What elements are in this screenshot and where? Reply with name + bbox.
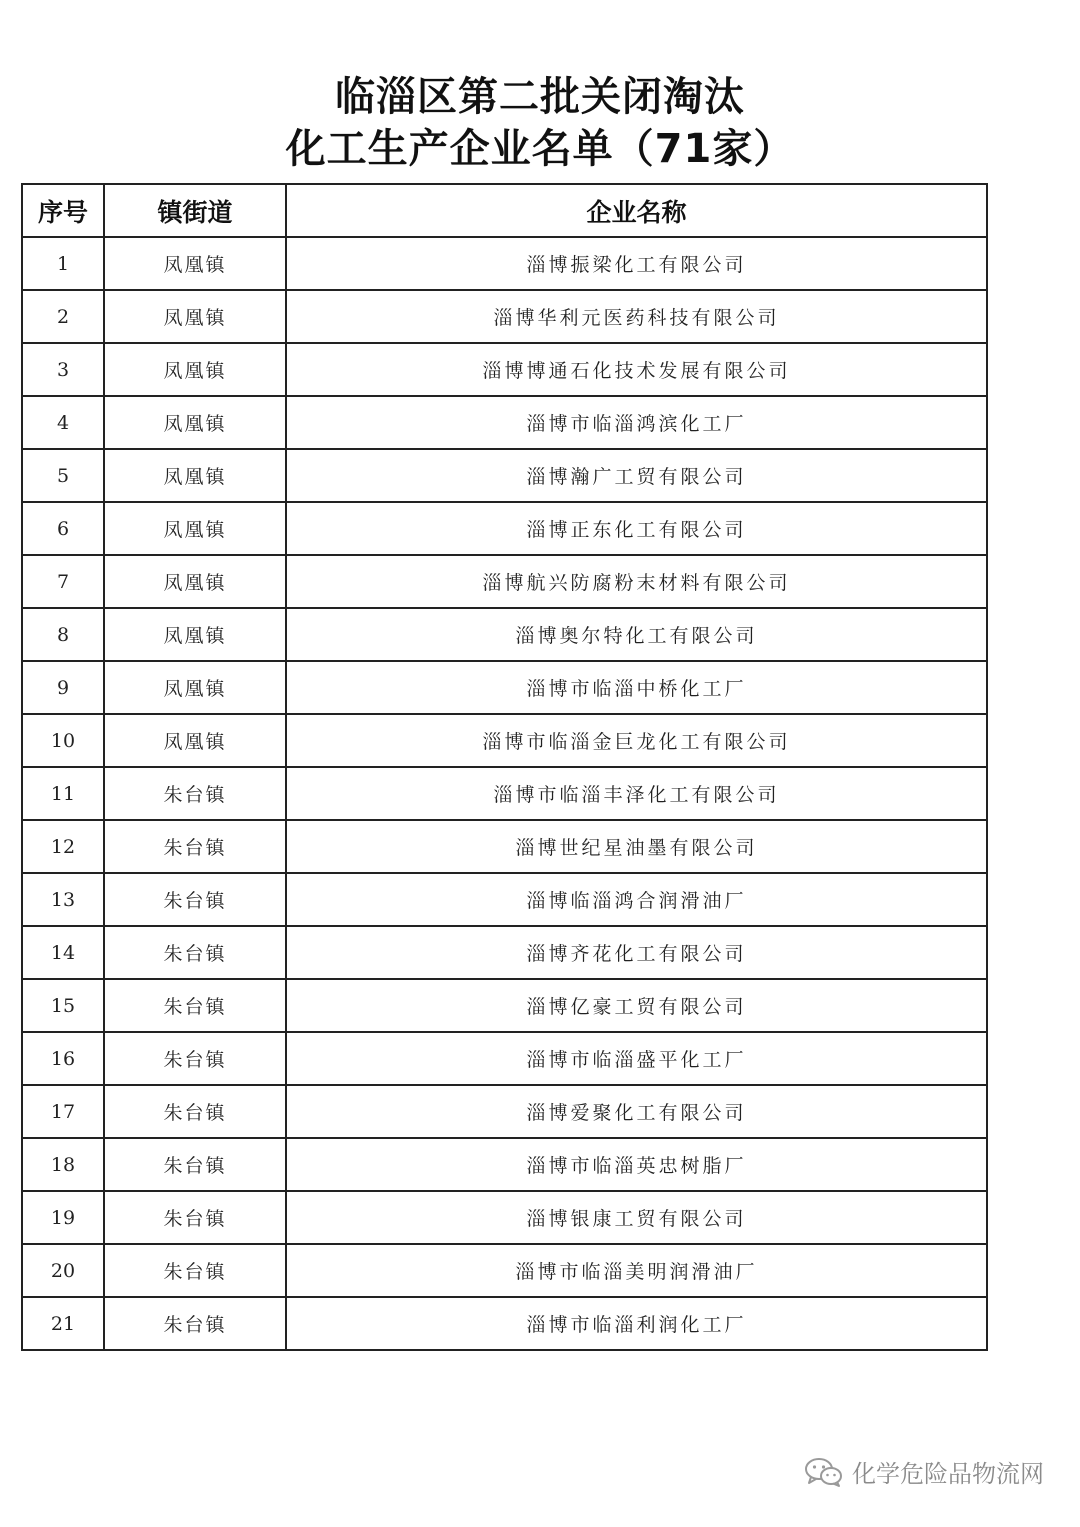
seq-cell: 14 [22, 926, 104, 979]
table-row [22, 820, 987, 873]
table-row [22, 343, 987, 396]
company-name-cell: 淄博市临淄盛平化工厂 [286, 1032, 987, 1085]
seq-cell: 12 [22, 820, 104, 873]
table-row [22, 1032, 987, 1085]
town-cell: 凤凰镇 [104, 608, 286, 661]
company-name-cell: 淄博瀚广工贸有限公司 [286, 449, 987, 502]
town-cell: 朱台镇 [104, 979, 286, 1032]
seq-cell: 15 [22, 979, 104, 1032]
table-row [22, 396, 987, 449]
enterprise-table [21, 183, 988, 1351]
company-name-cell: 淄博华利元医药科技有限公司 [286, 290, 987, 343]
seq-cell: 13 [22, 873, 104, 926]
table-row [22, 1191, 987, 1244]
town-cell: 朱台镇 [104, 1138, 286, 1191]
town-cell: 凤凰镇 [104, 237, 286, 290]
town-cell: 朱台镇 [104, 1191, 286, 1244]
table-row [22, 767, 987, 820]
town-cell: 朱台镇 [104, 1085, 286, 1138]
seq-cell: 21 [22, 1297, 104, 1350]
town-cell: 凤凰镇 [104, 449, 286, 502]
company-name-cell: 淄博齐花化工有限公司 [286, 926, 987, 979]
company-name-cell: 淄博亿豪工贸有限公司 [286, 979, 987, 1032]
table-row [22, 237, 987, 290]
seq-cell: 6 [22, 502, 104, 555]
town-cell: 朱台镇 [104, 1244, 286, 1297]
watermark [804, 1454, 1044, 1489]
company-name-cell: 淄博市临淄中桥化工厂 [286, 661, 987, 714]
seq-cell: 17 [22, 1085, 104, 1138]
wechat-icon [804, 1456, 844, 1488]
seq-cell: 5 [22, 449, 104, 502]
company-name-cell: 淄博临淄鸿合润滑油厂 [286, 873, 987, 926]
town-cell: 朱台镇 [104, 820, 286, 873]
seq-cell: 20 [22, 1244, 104, 1297]
seq-cell: 11 [22, 767, 104, 820]
seq-cell: 18 [22, 1138, 104, 1191]
seq-cell: 16 [22, 1032, 104, 1085]
town-cell: 朱台镇 [104, 1032, 286, 1085]
table-row [22, 290, 987, 343]
page-title-line-1: 临淄区第二批关闭淘汰 [335, 74, 745, 120]
company-name-cell: 淄博振梁化工有限公司 [286, 237, 987, 290]
company-name-cell: 淄博爱聚化工有限公司 [286, 1085, 987, 1138]
table-header-row [22, 184, 987, 237]
town-cell: 朱台镇 [104, 1297, 286, 1350]
table-row [22, 926, 987, 979]
town-cell: 凤凰镇 [104, 714, 286, 767]
seq-cell: 7 [22, 555, 104, 608]
company-name-cell: 淄博市临淄美明润滑油厂 [286, 1244, 987, 1297]
table-row [22, 873, 987, 926]
company-name-cell: 淄博奥尔特化工有限公司 [286, 608, 987, 661]
town-cell: 凤凰镇 [104, 290, 286, 343]
table-row [22, 1138, 987, 1191]
seq-cell: 2 [22, 290, 104, 343]
table-header [22, 184, 987, 237]
table-row [22, 502, 987, 555]
town-cell: 朱台镇 [104, 873, 286, 926]
header-town: 镇街道 [104, 184, 286, 237]
town-cell: 朱台镇 [104, 767, 286, 820]
town-cell: 朱台镇 [104, 926, 286, 979]
seq-cell: 9 [22, 661, 104, 714]
company-name-cell: 淄博市临淄英忠树脂厂 [286, 1138, 987, 1191]
company-name-cell: 淄博市临淄金巨龙化工有限公司 [286, 714, 987, 767]
seq-cell: 8 [22, 608, 104, 661]
watermark-text: 化学危险品物流网 [852, 1460, 1044, 1488]
company-name-cell: 淄博正东化工有限公司 [286, 502, 987, 555]
town-cell: 凤凰镇 [104, 555, 286, 608]
town-cell: 凤凰镇 [104, 661, 286, 714]
company-name-cell: 淄博世纪星油墨有限公司 [286, 820, 987, 873]
company-name-cell: 淄博博通石化技术发展有限公司 [286, 343, 987, 396]
seq-cell: 19 [22, 1191, 104, 1244]
table-row [22, 979, 987, 1032]
header-company-name: 企业名称 [286, 184, 987, 237]
table-row [22, 1085, 987, 1138]
table-row [22, 1244, 987, 1297]
table-row [22, 608, 987, 661]
seq-cell: 4 [22, 396, 104, 449]
company-name-cell: 淄博市临淄利润化工厂 [286, 1297, 987, 1350]
table-row [22, 1297, 987, 1350]
seq-cell: 1 [22, 237, 104, 290]
page-title-line-2: 化工生产企业名单（71家） [285, 126, 795, 172]
town-cell: 凤凰镇 [104, 502, 286, 555]
company-name-cell: 淄博航兴防腐粉末材料有限公司 [286, 555, 987, 608]
company-name-cell: 淄博市临淄丰泽化工有限公司 [286, 767, 987, 820]
seq-cell: 10 [22, 714, 104, 767]
company-name-cell: 淄博银康工贸有限公司 [286, 1191, 987, 1244]
table-row [22, 449, 987, 502]
table-row [22, 714, 987, 767]
table-row [22, 661, 987, 714]
table-body [22, 237, 987, 1350]
town-cell: 凤凰镇 [104, 396, 286, 449]
seq-cell: 3 [22, 343, 104, 396]
table-row [22, 555, 987, 608]
header-seq: 序号 [22, 184, 104, 237]
company-name-cell: 淄博市临淄鸿滨化工厂 [286, 396, 987, 449]
town-cell: 凤凰镇 [104, 343, 286, 396]
